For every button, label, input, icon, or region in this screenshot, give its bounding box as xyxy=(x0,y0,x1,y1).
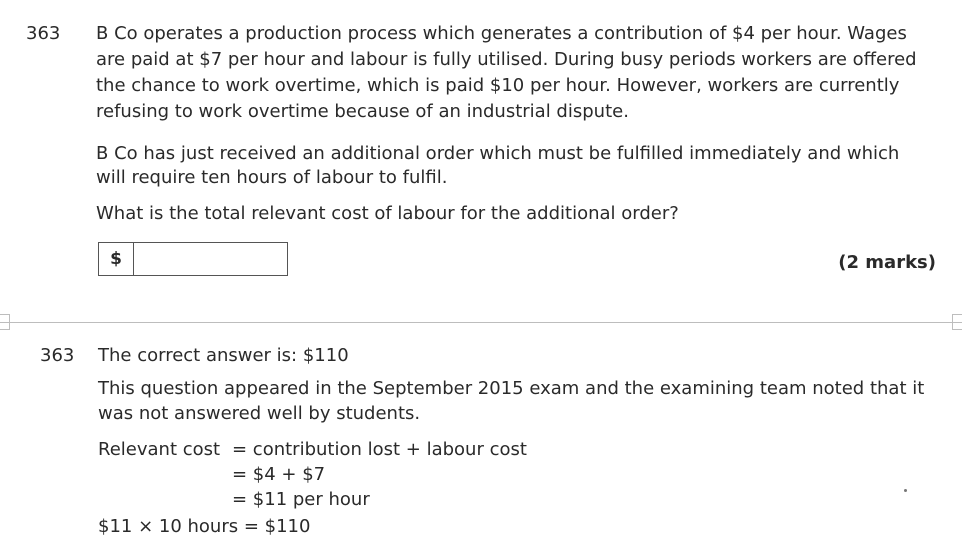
currency-prefix: $ xyxy=(99,243,134,275)
section-divider xyxy=(0,322,962,323)
answer-input-box[interactable] xyxy=(98,242,288,276)
question-prompt xyxy=(96,201,679,227)
marks-label: (2 marks) xyxy=(838,252,936,273)
question-text-line: refusing to work overtime because of an industrial dispute. xyxy=(96,101,629,122)
question-text-line: will require ten hours of labour to fulfil. xyxy=(96,167,448,188)
question-text-line: B Co operates a production process which generates a contribution of $4 per hour. Wages xyxy=(96,23,907,44)
calc-label: Relevant cost xyxy=(98,439,221,460)
calc-line: = contribution lost + labour cost xyxy=(232,439,527,460)
answer-note xyxy=(98,376,924,426)
stray-dot xyxy=(904,489,907,492)
correct-answer-line xyxy=(98,343,349,369)
correct-answer-text: The correct answer is: $110 xyxy=(98,345,349,366)
calc-total: $11 × 10 hours = $110 xyxy=(98,516,311,537)
question-text-line: B Co has just received an additional order which must be fulfilled immediately and which xyxy=(96,143,900,164)
question-text-line: What is the total relevant cost of labour for the additional order? xyxy=(96,203,679,224)
question-text-line: the chance to work overtime, which is paid $10 per hour. However, workers are currently xyxy=(96,75,900,96)
answer-number: 363 xyxy=(40,345,75,366)
note-text-line: was not answered well by students. xyxy=(98,403,421,424)
question-paragraph-1 xyxy=(96,21,917,125)
calc-line: = $11 per hour xyxy=(232,489,370,510)
note-text-line: This question appeared in the September 2015 exam and the examining team noted that it xyxy=(98,378,925,399)
question-paragraph-2 xyxy=(96,142,899,190)
question-text-line: are paid at $7 per hour and labour is fully utilised. During busy periods workers are offered xyxy=(96,49,917,70)
calc-line: = $4 + $7 xyxy=(232,464,326,485)
right-margin-marker xyxy=(952,314,962,330)
answer-input-field[interactable] xyxy=(134,243,287,275)
question-number: 363 xyxy=(26,23,61,44)
